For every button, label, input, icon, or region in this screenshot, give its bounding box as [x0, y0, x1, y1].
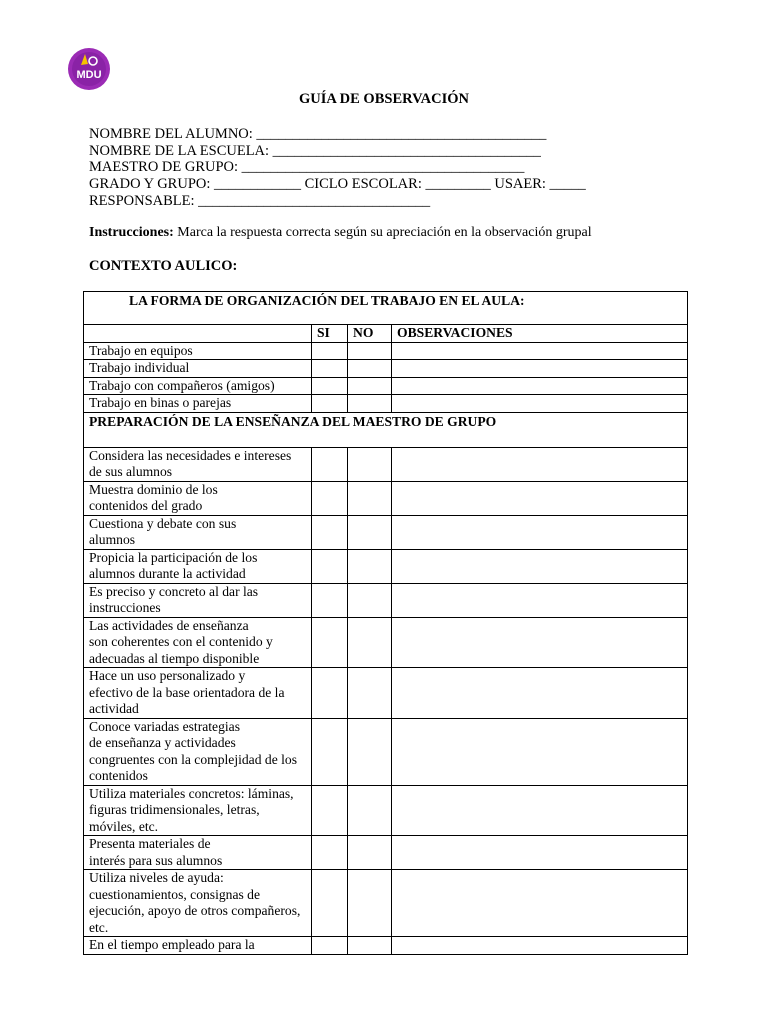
observaciones-cell[interactable]: [392, 377, 688, 395]
observation-table: [83, 291, 688, 955]
table-row: [84, 718, 688, 785]
no-checkbox-cell[interactable]: [348, 515, 392, 549]
observaciones-cell[interactable]: [392, 583, 688, 617]
si-checkbox-cell[interactable]: [312, 342, 348, 360]
no-checkbox-cell[interactable]: [348, 870, 392, 937]
si-checkbox-cell[interactable]: [312, 481, 348, 515]
si-checkbox-cell[interactable]: [312, 937, 348, 955]
criterion-label: Considera las necesidades e intereses de sus alumnos: [84, 447, 312, 481]
si-checkbox-cell[interactable]: [312, 870, 348, 937]
column-header-item: [84, 325, 312, 343]
table-row: [84, 515, 688, 549]
criterion-label: Trabajo en equipos: [84, 342, 312, 360]
table-row: [84, 785, 688, 836]
no-checkbox-cell[interactable]: [348, 395, 392, 413]
criterion-label: Utiliza materiales concretos: láminas, figuras tridimensionales, letras, móviles, etc.: [84, 785, 312, 836]
table-row: [84, 583, 688, 617]
si-checkbox-cell[interactable]: [312, 785, 348, 836]
field-nombre-escuela: NOMBRE DE LA ESCUELA: _____________________________________: [89, 142, 541, 159]
no-checkbox-cell[interactable]: [348, 617, 392, 668]
observaciones-cell[interactable]: [392, 447, 688, 481]
table-row: [84, 395, 688, 413]
no-checkbox-cell[interactable]: [348, 718, 392, 785]
criterion-label: Muestra dominio de los contenidos del grado: [84, 481, 312, 515]
table-row: [84, 447, 688, 481]
criterion-label: Conoce variadas estrategias de enseñanza y actividades congruentes con la complejidad de los contenidos: [84, 718, 312, 785]
mdu-logo: [68, 48, 110, 90]
si-checkbox-cell[interactable]: [312, 395, 348, 413]
context-heading: CONTEXTO AULICO:: [89, 258, 238, 274]
si-checkbox-cell[interactable]: [312, 668, 348, 719]
section1-title: LA FORMA DE ORGANIZACIÓN DEL TRABAJO EN EL AULA:: [84, 292, 688, 325]
table-row: [84, 549, 688, 583]
table-row: [84, 617, 688, 668]
criterion-label: Las actividades de enseñanza son coherentes con el contenido y adecuadas al tiempo disponible: [84, 617, 312, 668]
criterion-label: Presenta materiales de interés para sus alumnos: [84, 836, 312, 870]
si-checkbox-cell[interactable]: [312, 360, 348, 378]
observaciones-cell[interactable]: [392, 617, 688, 668]
student-fields: [89, 126, 586, 210]
section-header-row: [84, 292, 688, 325]
observaciones-cell[interactable]: [392, 668, 688, 719]
no-checkbox-cell[interactable]: [348, 836, 392, 870]
field-maestro-grupo: MAESTRO DE GRUPO: _______________________________________: [89, 159, 525, 176]
criterion-label: Hace un uso personalizado y efectivo de la base orientadora de la actividad: [84, 668, 312, 719]
column-header-no: NO: [348, 325, 392, 343]
no-checkbox-cell[interactable]: [348, 583, 392, 617]
logo-text: MDU: [76, 69, 102, 81]
observaciones-cell[interactable]: [392, 937, 688, 955]
criterion-label: Es preciso y concreto al dar las instrucciones: [84, 583, 312, 617]
no-checkbox-cell[interactable]: [348, 360, 392, 378]
si-checkbox-cell[interactable]: [312, 617, 348, 668]
column-header-row: [84, 325, 688, 343]
table-row: [84, 668, 688, 719]
column-header-observaciones: OBSERVACIONES: [392, 325, 688, 343]
table-row: [84, 360, 688, 378]
si-checkbox-cell[interactable]: [312, 718, 348, 785]
no-checkbox-cell[interactable]: [348, 377, 392, 395]
section2-title: PREPARACIÓN DE LA ENSEÑANZA DEL MAESTRO DE GRUPO: [84, 412, 688, 447]
instructions-text: Marca la respuesta correcta según su apreciación en la observación grupal: [173, 225, 592, 240]
criterion-label: Propicia la participación de los alumnos durante la actividad: [84, 549, 312, 583]
si-checkbox-cell[interactable]: [312, 377, 348, 395]
table-row: [84, 870, 688, 937]
table-row: [84, 481, 688, 515]
section-header-row: [84, 412, 688, 447]
table-row: [84, 836, 688, 870]
observaciones-cell[interactable]: [392, 549, 688, 583]
observaciones-cell[interactable]: [392, 785, 688, 836]
si-checkbox-cell[interactable]: [312, 583, 348, 617]
field-grado-grupo: GRADO Y GRUPO: ____________ CICLO ESCOLAR: _________ USAER: _____: [89, 176, 586, 193]
table-row: [84, 377, 688, 395]
no-checkbox-cell[interactable]: [348, 785, 392, 836]
criterion-label: Trabajo individual: [84, 360, 312, 378]
observaciones-cell[interactable]: [392, 395, 688, 413]
criterion-label: En el tiempo empleado para la: [84, 937, 312, 955]
observaciones-cell[interactable]: [392, 515, 688, 549]
criterion-label: Utiliza niveles de ayuda: cuestionamientos, consignas de ejecución, apoyo de otros compañeros, etc.: [84, 870, 312, 937]
table-row: [84, 937, 688, 955]
criterion-label: Cuestiona y debate con sus alumnos: [84, 515, 312, 549]
no-checkbox-cell[interactable]: [348, 342, 392, 360]
si-checkbox-cell[interactable]: [312, 836, 348, 870]
observaciones-cell[interactable]: [392, 481, 688, 515]
field-responsable: RESPONSABLE: ________________________________: [89, 192, 431, 209]
column-header-si: SI: [312, 325, 348, 343]
no-checkbox-cell[interactable]: [348, 481, 392, 515]
table-row: [84, 342, 688, 360]
observaciones-cell[interactable]: [392, 718, 688, 785]
observaciones-cell[interactable]: [392, 870, 688, 937]
field-nombre-alumno: NOMBRE DEL ALUMNO: ________________________________________: [89, 126, 547, 142]
no-checkbox-cell[interactable]: [348, 447, 392, 481]
no-checkbox-cell[interactable]: [348, 549, 392, 583]
instructions: [89, 225, 592, 241]
instructions-label: Instrucciones:: [89, 225, 174, 240]
observaciones-cell[interactable]: [392, 836, 688, 870]
si-checkbox-cell[interactable]: [312, 549, 348, 583]
observaciones-cell[interactable]: [392, 360, 688, 378]
si-checkbox-cell[interactable]: [312, 515, 348, 549]
observaciones-cell[interactable]: [392, 342, 688, 360]
no-checkbox-cell[interactable]: [348, 937, 392, 955]
document-title: GUÍA DE OBSERVACIÓN: [298, 91, 470, 107]
criterion-label: Trabajo con compañeros (amigos): [84, 377, 312, 395]
criterion-label: Trabajo en binas o parejas: [84, 395, 312, 413]
si-checkbox-cell[interactable]: [312, 447, 348, 481]
no-checkbox-cell[interactable]: [348, 668, 392, 719]
